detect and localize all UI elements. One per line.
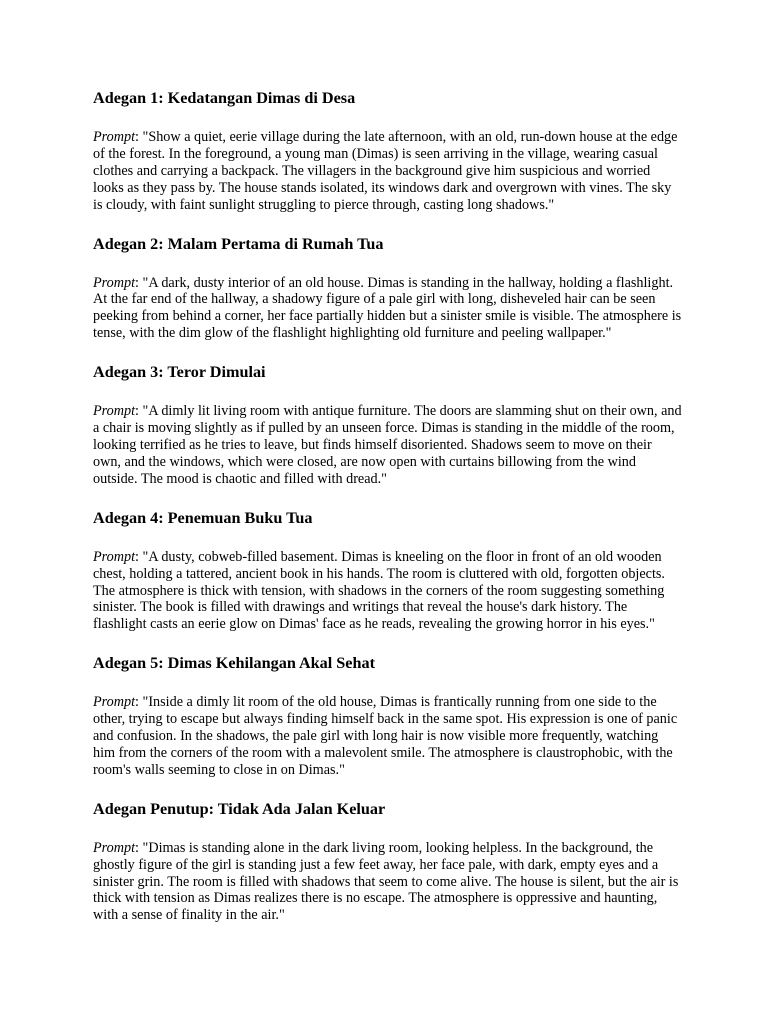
prompt-text: : "A dimly lit living room with antique furniture. The doors are slamming shut on their own, and a chair is moving slightly as if pulled by an unseen force. Dimas is standing in the middle of the room, looking terrified as he tries to leave, but finds himself disoriented. Shadows seem to move on their own, and the windows, which were closed, are now open with curtains billowing from the wind outside. The mood is chaotic and filled with dread." (93, 403, 682, 487)
scene-closing (93, 799, 683, 925)
scene-prompt (93, 840, 683, 925)
scene-prompt (93, 403, 683, 488)
scene-prompt (93, 275, 683, 343)
scene-5 (93, 653, 683, 779)
scene-heading: Adegan 3: Teror Dimulai (93, 363, 266, 382)
scene-prompt (93, 129, 683, 214)
prompt-label: Prompt (93, 548, 136, 565)
prompt-text: : "Show a quiet, eerie village during the late afternoon, with an old, run-down house at the edge of the forest. In the foreground, a young man (Dimas) is seen arriving in the village, wearing casual clothes and carrying a backpack. The villagers in the background give him suspicious and worried looks as they pass by. The house stands isolated, its windows dark and overgrown with vines. The sky is cloudy, with faint sunlight struggling to pierce through, casting long shadows." (93, 129, 678, 213)
scene-heading: Adegan 4: Penemuan Buku Tua (93, 508, 313, 527)
scene-1 (93, 88, 683, 214)
prompt-label: Prompt (93, 274, 136, 291)
prompt-label: Prompt (93, 694, 136, 711)
prompt-label: Prompt (93, 403, 136, 420)
scene-prompt (93, 549, 683, 634)
scene-2 (93, 234, 683, 343)
prompt-label: Prompt (93, 129, 136, 145)
scene-heading: Adegan 1: Kedatangan Dimas di Desa (93, 89, 356, 107)
prompt-text: : "Dimas is standing alone in the dark living room, looking helpless. In the background, the ghostly figure of the girl is standing just a few feet away, her face pale, with dark, empty eyes and a sinister grin. The room is filled with shadows that seem to come alive. The house is silent, but the air is thick with tension as Dimas realizes there is no escape. The atmosphere is oppressive and haunting, with a sense of finality in the air." (93, 839, 679, 924)
scene-prompt (93, 694, 683, 779)
prompt-text: : "A dark, dusty interior of an old house. Dimas is standing in the hallway, holding a flashlight. At the far end of the hallway, a shadowy figure of a pale girl with long, disheveled hair can be seen peeking from behind a corner, her face partially hidden but a sinister smile is visible. The atmosphere is tense, with the dim glow of the flashlight highlighting old furniture and peeling wallpaper." (93, 274, 682, 342)
document-page (93, 88, 683, 944)
scene-3 (93, 362, 683, 488)
scene-4 (93, 508, 683, 634)
scene-heading: Adegan 5: Dimas Kehilangan Akal Sehat (93, 654, 375, 673)
prompt-text: : "Inside a dimly lit room of the old house, Dimas is frantically running from one side to the other, trying to escape but always finding himself back in the same spot. His expression is one of panic and confusion. In the shadows, the pale girl with long hair is now visible more frequently, watching him from the corners of the room with a malevolent smile. The atmosphere is claustrophobic, with the room's walls seeming to close in on Dimas." (93, 694, 678, 778)
scene-heading: Adegan 2: Malam Pertama di Rumah Tua (93, 234, 384, 253)
prompt-label: Prompt (93, 839, 136, 856)
prompt-text: : "A dusty, cobweb-filled basement. Dimas is kneeling on the floor in front of an old wooden chest, holding a tattered, ancient book in his hands. The room is cluttered with old, forgotten objects. The atmosphere is thick with tension, with shadows in the corners of the room suggesting something sinister. The book is filled with drawings and writings that reveal the house's dark history. The flashlight casts an eerie glow on Dimas' face as he reads, revealing the growing horror in his eyes." (93, 548, 665, 633)
scene-heading: Adegan Penutup: Tidak Ada Jalan Keluar (93, 799, 386, 818)
